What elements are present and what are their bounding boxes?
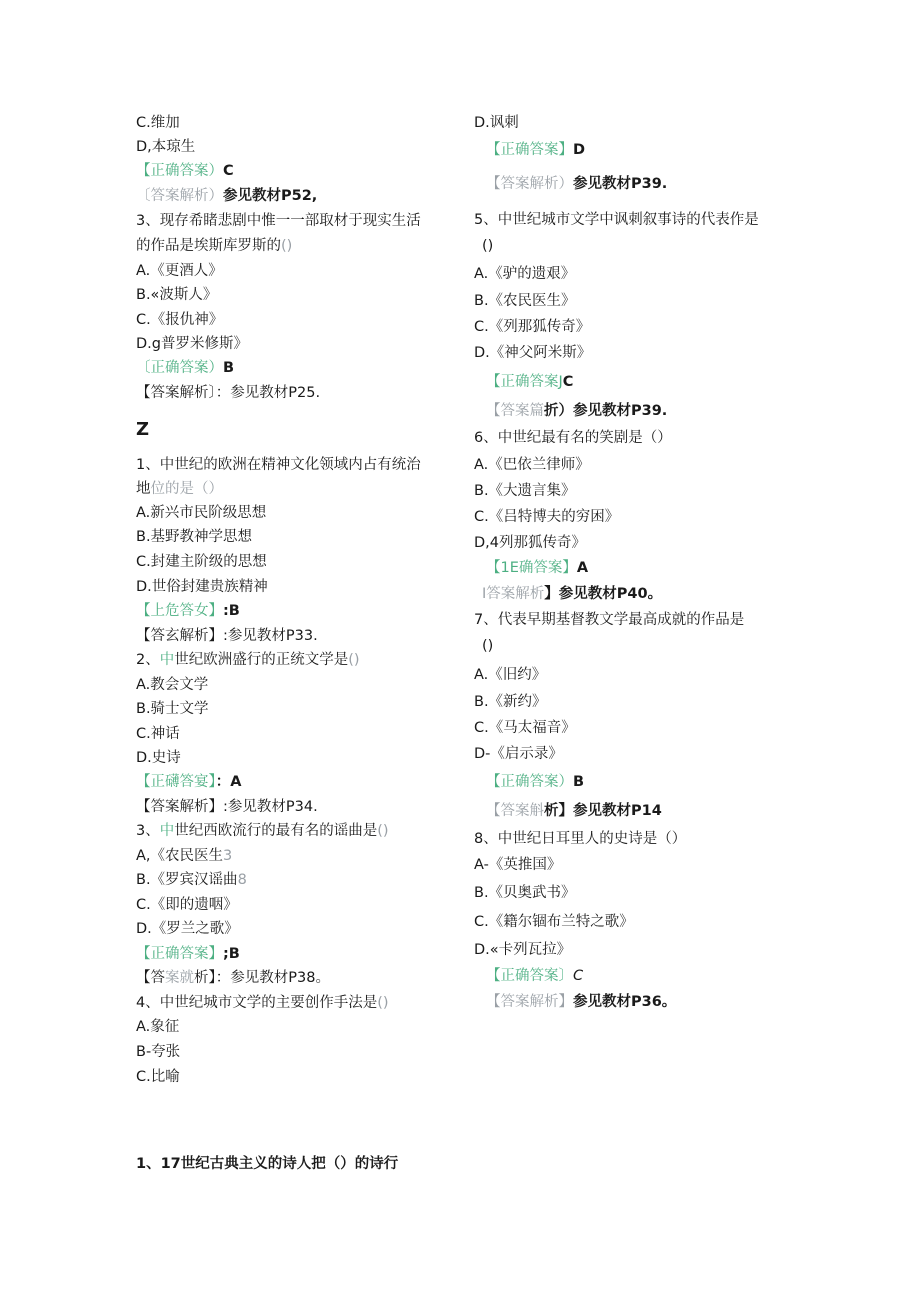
answer-tag: 【正确答案】 [486, 142, 573, 158]
section-heading: Z [136, 419, 150, 440]
option-d-line: D,本琼生 [136, 139, 196, 155]
explanation-text: 参见教材P52, [223, 188, 318, 204]
s2-correct-answer [136, 773, 241, 791]
explanation-tag: 〔答案解析） [136, 188, 223, 204]
question-3-paren: () [281, 238, 293, 254]
s2-q-num: 2、 [136, 652, 160, 668]
q7-line1: 7、代表早期基督教文学最高成就的作品是 [474, 612, 745, 628]
s3-explanation [136, 969, 330, 987]
s3-q-num: 3、 [136, 823, 160, 839]
s3-exp-b: 案就 [165, 970, 194, 986]
s2-q-paren: () [348, 652, 360, 668]
question-3-line2 [136, 237, 292, 255]
answer-tag: 【上危答女】 [136, 603, 223, 619]
q3-option-a: A.《更酒人》 [136, 263, 223, 279]
q6-option-c: C.《吕特博夫的穷困》 [474, 509, 620, 525]
s2-explanation: 【答案解析】:参见教材P34. [136, 799, 318, 815]
answer-value: B [223, 360, 235, 376]
q6-explanation [482, 585, 662, 603]
s3-question [136, 822, 389, 840]
q6-option-d: D,4列那狐传奇》 [474, 535, 586, 551]
q8-explanation [486, 993, 676, 1011]
answer-value: ：A [215, 774, 242, 790]
s1-question-line1: 1、中世纪的欧洲在精神文化领域内占有统治 [136, 457, 421, 473]
option-c-line: C.维加 [136, 115, 180, 131]
s1-option-d: D.世俗封建贵族精神 [136, 579, 268, 595]
answer-value: C [562, 374, 574, 390]
s2-q-text: 世纪欧洲盛行的正统文学是 [174, 652, 349, 668]
answer-value: :B [223, 603, 240, 619]
q7-option-d: D-《启示录》 [474, 746, 563, 762]
footer-question: 1、17世纪古典主义的诗人把（）的诗行 [136, 1156, 399, 1172]
answer-tag: 【正确答案J [486, 374, 563, 390]
q5-line1: 5、中世纪城市文学中讽刺叙事诗的代表作是 [474, 212, 759, 228]
s3-option-d: D.《罗兰之歌》 [136, 921, 239, 937]
s3-exp-c: 析】：参见教材P38。 [194, 970, 330, 986]
q6-correct-answer [486, 559, 588, 577]
q8-option-c: C.《籍尔锢布兰特之歌》 [474, 914, 634, 930]
q3-correct-answer [136, 359, 234, 377]
s2-option-a: A.教会文学 [136, 677, 209, 693]
q8-option-b: B.《贝奥武书》 [474, 885, 576, 901]
s3-option-c: C.《即的遗咽》 [136, 897, 238, 913]
s1-question-line2 [136, 480, 223, 498]
q6-option-a: A.《巴依兰律师》 [474, 457, 590, 473]
q6-option-b: B.《大遗言集》 [474, 483, 576, 499]
s1-correct-answer [136, 602, 240, 620]
explanation-text: 参见教材P39. [573, 176, 668, 192]
answer-tag: 〔正确答案） [136, 360, 223, 376]
s3-q-text: 世纪西欧流行的最有名的谣曲是 [174, 823, 378, 839]
q3-option-d: D.g普罗米修斯》 [136, 336, 248, 352]
s1-option-a: A.新兴市民阶级思想 [136, 505, 267, 521]
q7-option-c: C.《马太福音》 [474, 720, 576, 736]
s4-q-text: 4、中世纪城市文学的主要创作手法是 [136, 995, 378, 1011]
answer-tag: 【正确答案】 [136, 946, 223, 962]
q7-line2: () [482, 638, 494, 654]
s1-question-text: 地 [136, 481, 151, 497]
q5-option-c: C.《列那狐传奇》 [474, 319, 591, 335]
q3-explanation: 【答案解析〕：参见教材P25. [136, 385, 321, 401]
s1-explanation: 【答玄解析】:参见教材P33. [136, 628, 318, 644]
question-3-line1: 3、现存希睹悲剧中惟一一部取材于现实生活 [136, 213, 421, 229]
s2-q-highlight: 中 [159, 652, 175, 668]
q3-option-b: B.«波斯人》 [136, 287, 218, 303]
q5-line2: () [482, 238, 494, 254]
answer-tag: 【正确答案） [136, 163, 223, 179]
question-3-text: 的作品是埃斯库罗斯的 [136, 238, 281, 254]
q5-explanation [486, 402, 667, 420]
s3-option-a-text: A,《农民医生 [136, 848, 224, 864]
q5-option-b: B.《农民医生》 [474, 293, 576, 309]
s3-exp-a: 【答 [136, 970, 165, 986]
answer-tag: 【正确答案） [486, 774, 573, 790]
s4-option-c: C.比喻 [136, 1069, 180, 1085]
s1-question-text-gray: 位的是（） [150, 481, 223, 497]
explanation-text: 参见教材P36。 [573, 994, 677, 1010]
answer-value: A [576, 560, 589, 576]
answer-value: C [573, 968, 584, 984]
s2-question [136, 651, 360, 669]
answer-value: D [573, 142, 586, 158]
explanation-text: 折）参见教材P39. [544, 403, 668, 419]
answer-value: C [223, 163, 234, 179]
q5-option-a: A.《驴的遗艰》 [474, 266, 576, 282]
explanation-tag: 【答案篇 [486, 403, 544, 419]
q7-option-a: A.《旧约》 [474, 667, 547, 683]
answer-value: ;B [223, 946, 240, 962]
s3-correct-answer [136, 945, 240, 963]
explanation-text: 】参见教材P40。 [544, 586, 663, 602]
q7-explanation [486, 802, 662, 820]
explanation-tag: 【答案斛 [486, 803, 544, 819]
s4-q-paren: () [377, 995, 389, 1011]
q7-correct-answer [486, 773, 584, 791]
s2-option-b: B.骑士文学 [136, 701, 209, 717]
s2-option-d: D.史诗 [136, 750, 181, 766]
explanation-tag: 【答案解析） [486, 176, 573, 192]
q8-option-d: D.«卡列瓦拉》 [474, 942, 572, 958]
answer-tag: 【正礴答宴】 [136, 774, 216, 790]
s3-q-paren: () [377, 823, 389, 839]
q3-option-c: C.《报仇神》 [136, 312, 224, 328]
q8-correct-answer [486, 967, 583, 985]
s3-option-b [136, 871, 247, 889]
r-correct-answer [486, 141, 585, 159]
s1-option-c: C.封建主阶级的思想 [136, 554, 267, 570]
s1-option-b: B.基野教神学思想 [136, 529, 253, 545]
q5-option-d: D.《神父阿米斯》 [474, 345, 592, 361]
answer-tag: 【正确答案〕 [486, 968, 573, 984]
s2-option-c: C.神话 [136, 726, 180, 742]
r-option-d: D.讽刺 [474, 115, 519, 131]
q8-question: 8、中世纪日耳里人的史诗是（） [474, 831, 687, 847]
s3-q-highlight: 中 [159, 823, 175, 839]
r-explanation [486, 175, 667, 193]
q5-correct-answer [486, 373, 573, 391]
s4-option-b: B-夸张 [136, 1044, 181, 1060]
s3-option-a [136, 847, 232, 865]
q7-option-b: B.《新约》 [474, 694, 547, 710]
answer-tag: 【1E确答案】 [486, 560, 577, 576]
s3-option-a-suffix: 3 [223, 848, 233, 864]
explanation-tag: I答案解析 [482, 586, 545, 602]
s4-option-a: A.象征 [136, 1019, 180, 1035]
s3-option-b-text: B.《罗宾汉谣曲 [136, 872, 238, 888]
q8-option-a: A-《英推国》 [474, 857, 562, 873]
s4-question [136, 994, 389, 1012]
q6-question: 6、中世纪最有名的笑剧是（） [474, 430, 672, 446]
explanation-text: 析】参见教材P14 [544, 803, 662, 819]
s3-option-b-suffix: 8 [237, 872, 247, 888]
answer-value: B [573, 774, 585, 790]
explanation-tag: 【答案解析】 [486, 994, 573, 1010]
explanation-line [136, 187, 317, 205]
correct-answer-line [136, 162, 234, 180]
